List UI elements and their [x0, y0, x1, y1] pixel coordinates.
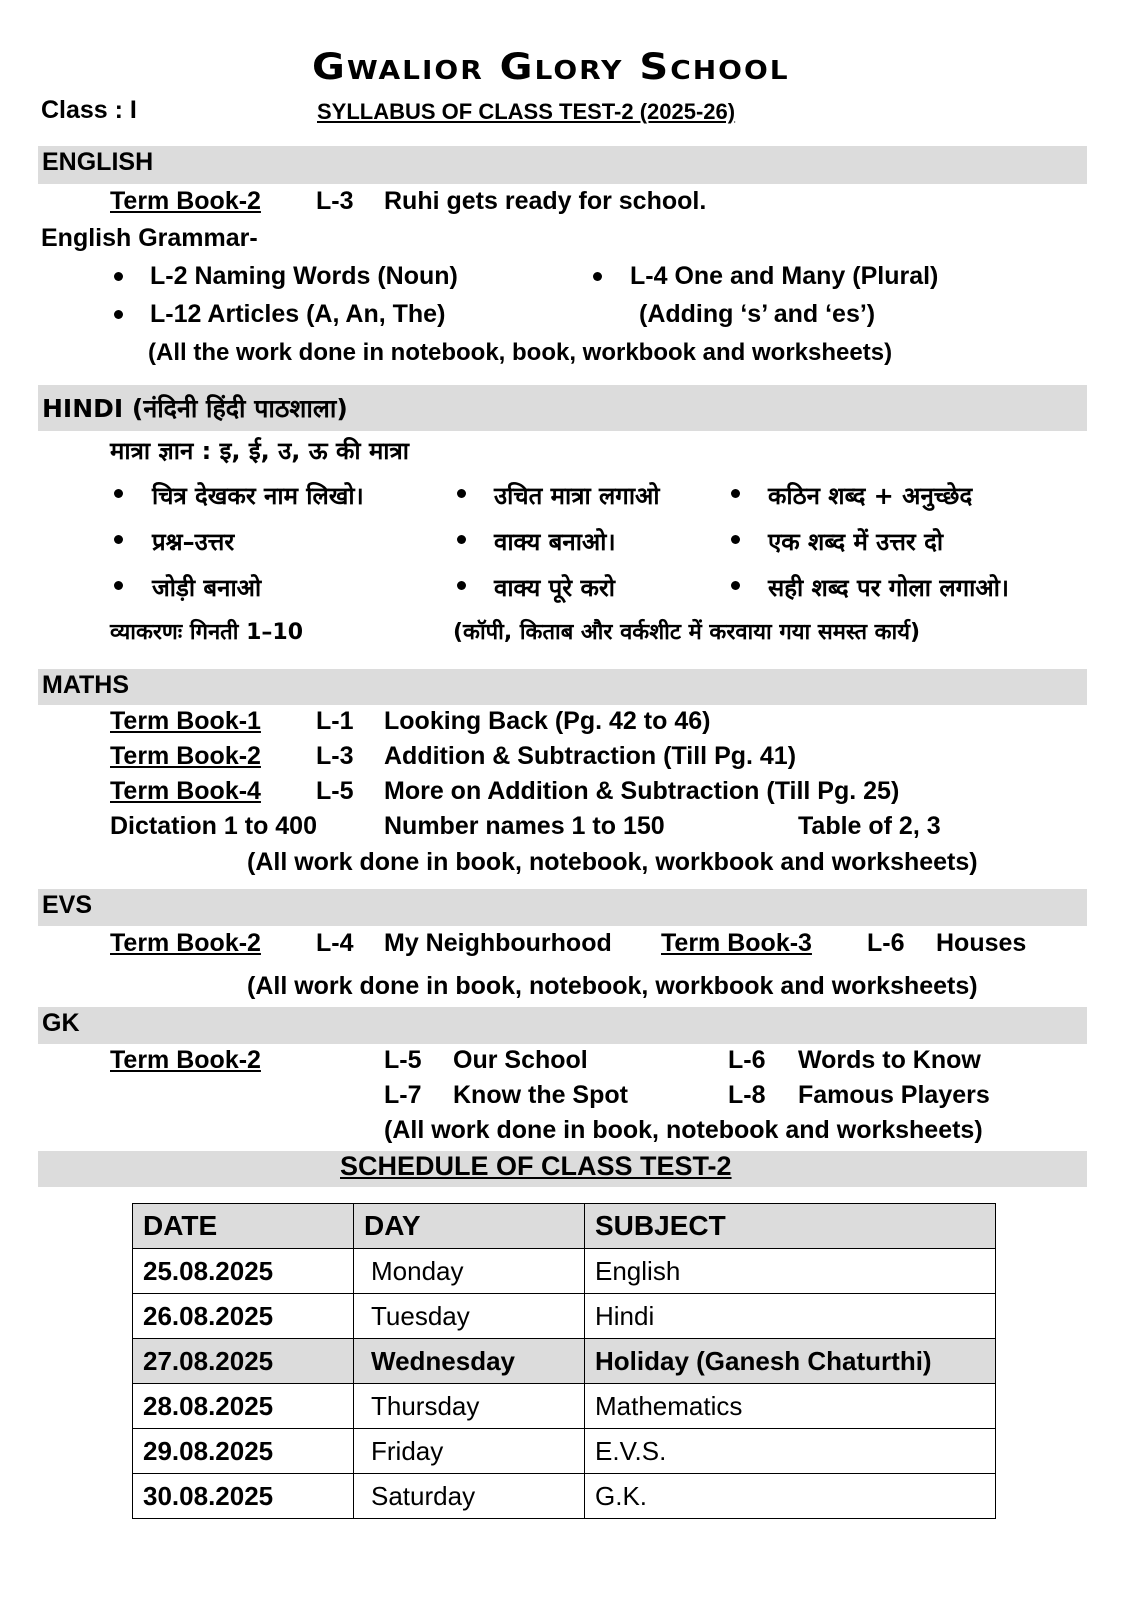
bullet-icon	[731, 581, 740, 590]
english-bullet-cont: (Adding ‘s’ and ‘es’)	[639, 300, 876, 328]
maths-heading: MATHS	[42, 671, 130, 699]
schedule-heading: SCHEDULE OF CLASS TEST-2	[340, 1151, 732, 1181]
column-header-date: DATE	[133, 1204, 354, 1249]
english-bullet: L-4 One and Many (Plural)	[630, 262, 939, 290]
gk-lesson: L-7	[384, 1081, 422, 1109]
evs-band	[38, 889, 1087, 926]
date-cell: 28.08.2025	[133, 1384, 354, 1429]
evs-title: Houses	[936, 929, 1027, 957]
english-lesson-title: Ruhi gets ready for school.	[384, 187, 707, 215]
table-row	[133, 1474, 996, 1519]
day-cell: Friday	[354, 1429, 585, 1474]
english-grammar-label: English Grammar-	[41, 224, 258, 252]
schedule-table	[132, 1203, 996, 1519]
gk-note: (All work done in book, notebook and worksheets)	[384, 1116, 983, 1144]
hindi-item: उचित मात्रा लगाओ	[494, 482, 660, 510]
hindi-item: कठिन शब्द + अनुच्छेद	[768, 482, 973, 510]
english-bullet: L-12 Articles (A, An, The)	[150, 300, 446, 328]
table-row-holiday	[133, 1339, 996, 1384]
hindi-item: जोड़ी बनाओ	[152, 574, 262, 602]
maths-dictation: Dictation 1 to 400	[110, 812, 317, 840]
maths-table: Table of 2, 3	[798, 812, 941, 840]
bullet-icon	[593, 272, 602, 281]
english-heading: ENGLISH	[42, 148, 154, 176]
maths-title: Looking Back (Pg. 42 to 46)	[384, 707, 711, 735]
gk-lesson: L-6	[728, 1046, 766, 1074]
day-cell: Thursday	[354, 1384, 585, 1429]
evs-book: Term Book-3	[661, 929, 812, 957]
bullet-icon	[114, 310, 123, 319]
table-row	[133, 1294, 996, 1339]
english-book: Term Book-2	[110, 187, 261, 215]
table-row	[133, 1384, 996, 1429]
day-cell: Monday	[354, 1249, 585, 1294]
subject-cell: Hindi	[585, 1294, 996, 1339]
bullet-icon	[114, 272, 123, 281]
column-header-day: DAY	[354, 1204, 585, 1249]
gk-title: Our School	[453, 1046, 588, 1074]
maths-lesson: L-3	[316, 742, 354, 770]
subject-cell: E.V.S.	[585, 1429, 996, 1474]
gk-title: Words to Know	[798, 1046, 981, 1074]
date-cell: 25.08.2025	[133, 1249, 354, 1294]
table-row	[133, 1429, 996, 1474]
date-cell: 26.08.2025	[133, 1294, 354, 1339]
maths-lesson: L-5	[316, 777, 354, 805]
date-cell: 29.08.2025	[133, 1429, 354, 1474]
table-header-row	[133, 1204, 996, 1249]
gk-lesson: L-8	[728, 1081, 766, 1109]
bullet-icon	[457, 581, 466, 590]
hindi-item: वाक्य पूरे करो	[494, 574, 615, 602]
table-row	[133, 1249, 996, 1294]
bullet-icon	[731, 489, 740, 498]
subject-cell: Holiday (Ganesh Chaturthi)	[585, 1339, 996, 1384]
evs-title: My Neighbourhood	[384, 929, 612, 957]
maths-title: More on Addition & Subtraction (Till Pg. 25)	[384, 777, 900, 805]
day-cell: Wednesday	[354, 1339, 585, 1384]
hindi-item: वाक्य बनाओ।	[494, 528, 616, 556]
maths-book: Term Book-4	[110, 777, 261, 805]
hindi-note: (कॉपी, किताब और वर्कशीट में करवाया गया समस्त कार्य)	[453, 620, 921, 645]
hindi-band	[38, 385, 1087, 431]
maths-book: Term Book-2	[110, 742, 261, 770]
column-header-subject: SUBJECT	[585, 1204, 996, 1249]
evs-note: (All work done in book, notebook, workbook and worksheets)	[247, 972, 978, 1000]
evs-lesson: L-6	[867, 929, 905, 957]
english-lesson: L-3	[316, 187, 354, 215]
hindi-heading: HINDI (नंदिनी हिंदी पाठशाला)	[42, 394, 348, 423]
maths-title: Addition & Subtraction (Till Pg. 41)	[384, 742, 797, 770]
evs-lesson: L-4	[316, 929, 354, 957]
bullet-icon	[114, 489, 123, 498]
maths-lesson: L-1	[316, 707, 354, 735]
hindi-item: एक शब्द में उत्तर दो	[768, 528, 944, 556]
bullet-icon	[731, 535, 740, 544]
hindi-item: प्रश्न–उत्तर	[152, 528, 235, 556]
bullet-icon	[457, 535, 466, 544]
syllabus-title: SYLLABUS OF CLASS TEST-2 (2025-26)	[317, 99, 736, 124]
hindi-item: सही शब्द पर गोला लगाओ।	[768, 574, 1009, 602]
subject-cell: G.K.	[585, 1474, 996, 1519]
bullet-icon	[114, 581, 123, 590]
subject-cell: Mathematics	[585, 1384, 996, 1429]
gk-book: Term Book-2	[110, 1046, 261, 1074]
gk-band	[38, 1007, 1087, 1044]
english-note: (All the work done in notebook, book, workbook and worksheets)	[148, 339, 893, 366]
maths-book: Term Book-1	[110, 707, 261, 735]
class-label: Class : I	[41, 96, 137, 124]
bullet-icon	[457, 489, 466, 498]
gk-heading: GK	[42, 1009, 80, 1037]
maths-band	[38, 669, 1087, 705]
school-name: Gwalior Glory School	[312, 45, 790, 89]
day-cell: Saturday	[354, 1474, 585, 1519]
english-bullet: L-2 Naming Words (Noun)	[150, 262, 458, 290]
date-cell: 30.08.2025	[133, 1474, 354, 1519]
hindi-item: चित्र देखकर नाम लिखो।	[152, 482, 364, 510]
gk-lesson: L-5	[384, 1046, 422, 1074]
bullet-icon	[114, 535, 123, 544]
date-cell: 27.08.2025	[133, 1339, 354, 1384]
hindi-vyakaran: व्याकरणः गिनती 1–10	[110, 620, 303, 645]
subject-cell: English	[585, 1249, 996, 1294]
gk-title: Famous Players	[798, 1081, 990, 1109]
day-cell: Tuesday	[354, 1294, 585, 1339]
hindi-matra: मात्रा ज्ञान : इ, ई, उ, ऊ की मात्रा	[110, 437, 409, 465]
gk-title: Know the Spot	[453, 1081, 628, 1109]
evs-book: Term Book-2	[110, 929, 261, 957]
evs-heading: EVS	[42, 891, 93, 919]
english-band	[38, 146, 1087, 184]
maths-note: (All work done in book, notebook, workbook and worksheets)	[247, 848, 978, 876]
maths-number-names: Number names 1 to 150	[384, 812, 665, 840]
